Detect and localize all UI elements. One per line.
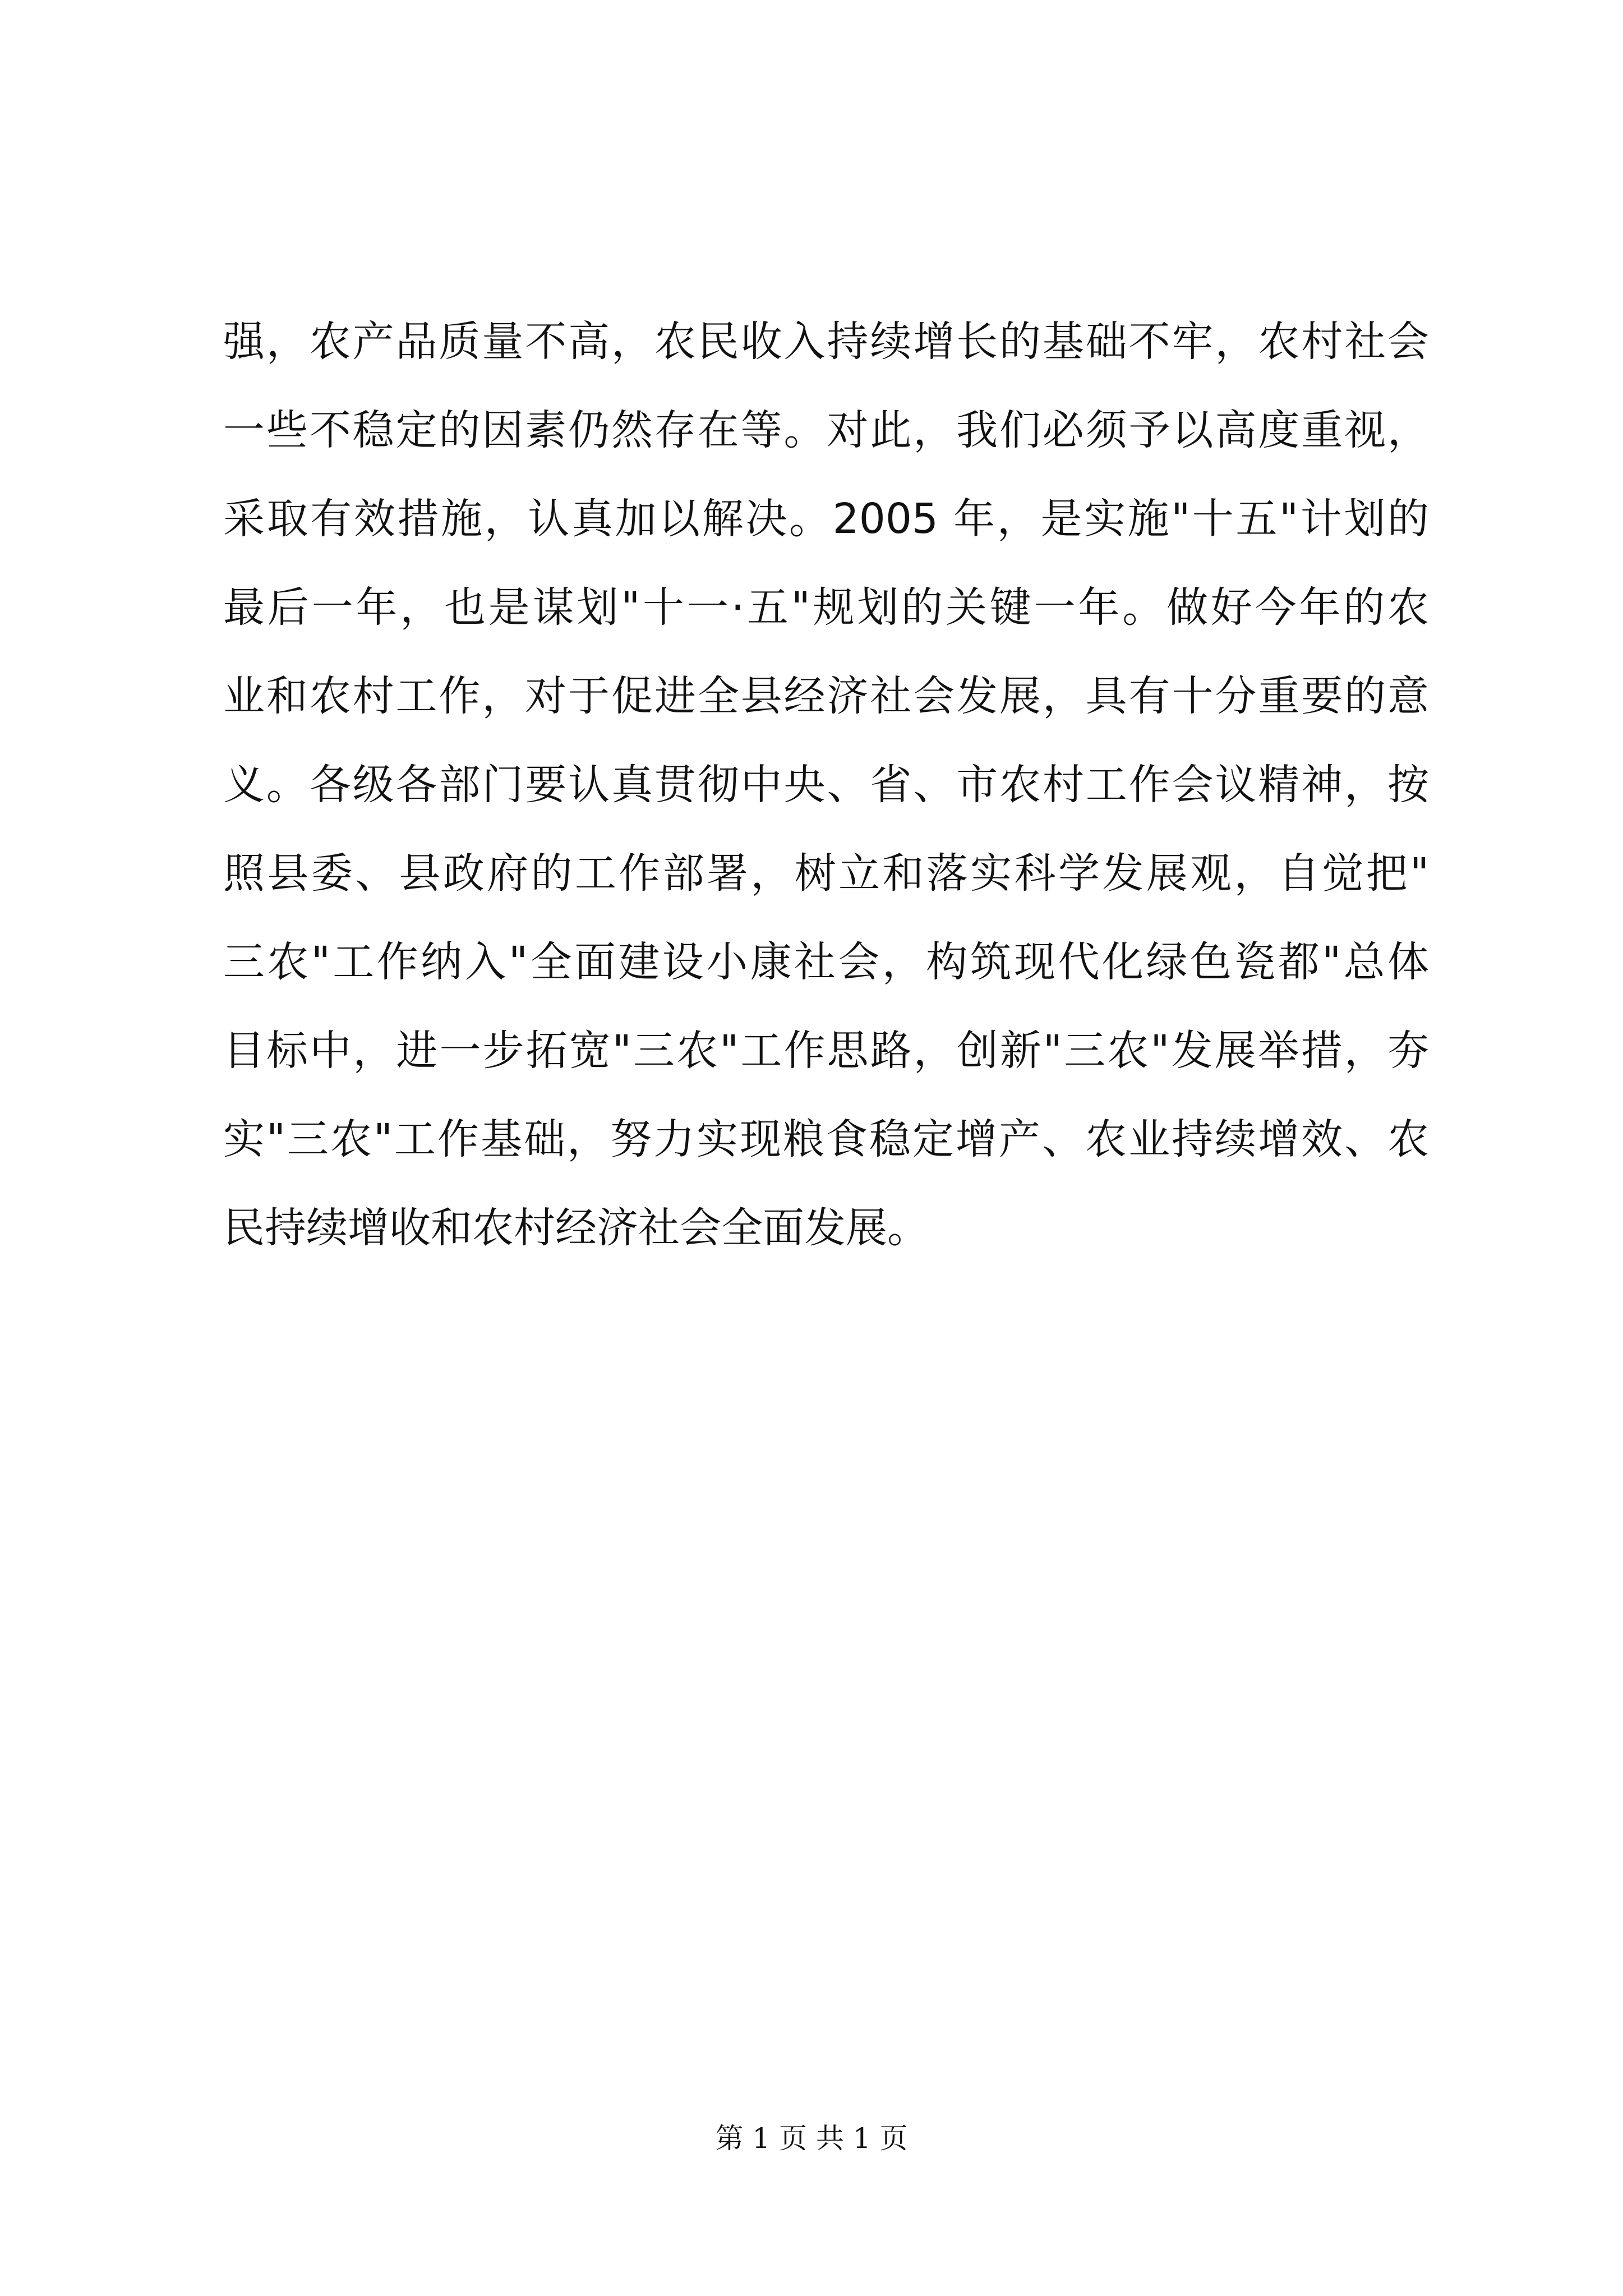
- page-indicator: 第 1 页 共 1 页: [715, 2122, 908, 2155]
- paragraph-line: 三农"工作纳入"全面建设小康社会，构筑现代化绿色瓷都"总体: [223, 938, 1429, 986]
- paragraph-line: 目标中，进一步拓宽"三农"工作思路，创新"三农"发展举措，夯: [223, 1027, 1429, 1075]
- body-paragraph: [223, 297, 1429, 1272]
- paragraph-line: 一些不稳定的因素仍然存在等。对此，我们必须予以高度重视，: [223, 406, 1429, 454]
- paragraph-line: 照县委、县政府的工作部署，树立和落实科学发展观，自觉把": [223, 849, 1429, 898]
- page-footer: [0, 2122, 1623, 2155]
- paragraph-line: 业和农村工作，对于促进全县经济社会发展，具有十分重要的意: [223, 672, 1429, 720]
- paragraph-line: 采取有效措施，认真加以解决。2005 年，是实施"十五"计划的: [223, 495, 1429, 543]
- paragraph-line: 义。各级各部门要认真贯彻中央、省、市农村工作会议精神，按: [223, 761, 1429, 809]
- paragraph-line: 强，农产品质量不高，农民收入持续增长的基础不牢，农村社会: [223, 318, 1429, 366]
- paragraph-line: 最后一年，也是谋划"十一·五"规划的关键一年。做好今年的农: [223, 583, 1429, 632]
- paragraph-line: 实"三农"工作基础，努力实现粮食稳定增产、农业持续增效、农: [223, 1115, 1429, 1163]
- paragraph-line: 民持续增收和农村经济社会全面发展。: [223, 1204, 929, 1252]
